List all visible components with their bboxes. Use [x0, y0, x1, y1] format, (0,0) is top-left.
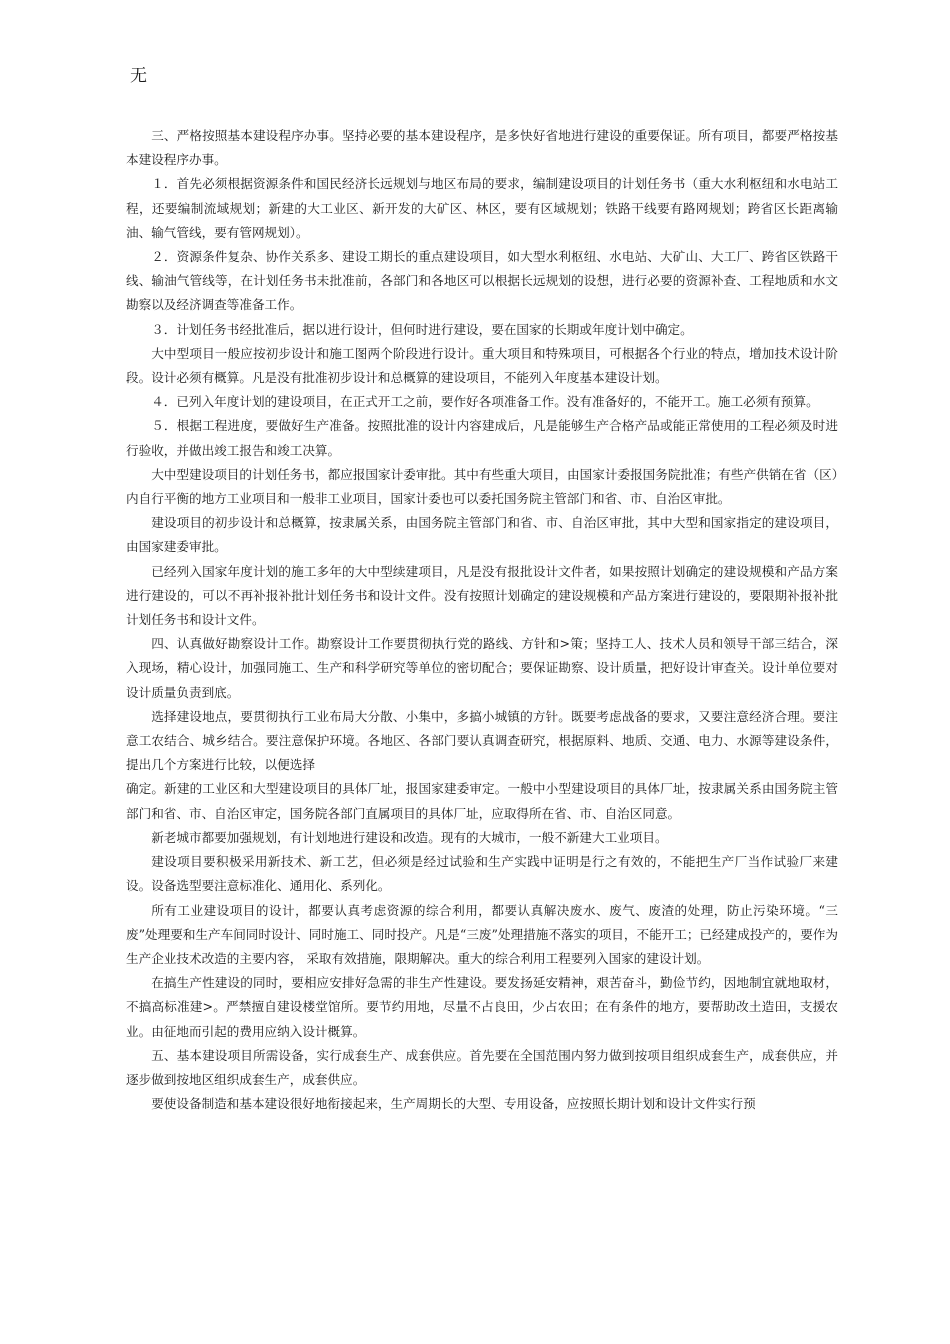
- paragraph: 新老城市都要加强规划，有计划地进行建设和改造。现有的大城市，一般不新建大工业项目。: [151, 829, 668, 845]
- paragraph: 所有工业建设项目的设计，都要认真考虑资源的综合利用，都要认真解决废水、废气、废渣的处理，防止污染环境。“三废”处理要和生产车间同时设计、同时施工、同时投产。凡是“三废”处理措施不落实的项目，不能开工；已经建成投产的，要作为生产企业技术改造的主要内容， 采取有效措施，限期解决。重大的综合利用工程要列入国家的建设计划。: [126, 902, 838, 966]
- paragraph: 已经列入国家年度计划的施工多年的大中型续建项目，凡是没有报批设计文件者，如果按照计划确定的建设规模和产品方案进行建设的，可以不再补报补批计划任务书和设计文件。没有按照计划确定的建设规模和产品方案进行建设的，要限期补报补批计划任务书和设计文件。: [126, 563, 838, 628]
- paragraph: ３．计划任务书经批准后，据以进行设计，但何时进行建设，要在国家的长期或年度计划中确定。: [151, 321, 693, 337]
- paragraph: 建设项目的初步设计和总概算，按隶属关系，由国务院主管部门和省、市、自治区审批，其中大型和国家指定的建设项目，由国家建委审批。: [126, 515, 838, 555]
- paragraph: 四、认真做好勘察设计工作。勘察设计工作要贯彻执行党的路线、方针和>策；坚持工人、技术人员和领导干部三结合，深入现场，精心设计，加强同施工、生产和科学研究等单位的密切配合；要保证勘察、设计质量，把好设计审查关。设计单位要对设计质量负责到底。: [126, 636, 838, 700]
- paragraph: 五、基本建设项目所需设备，实行成套生产、成套供应。首先要在全国范围内努力做到按项目组织成套生产，成套供应，并逐步做到按地区组织成套生产，成套供应。: [126, 1047, 838, 1087]
- paragraph: ４．已列入年度计划的建设项目，在正式开工之前，要作好各项准备工作。没有准备好的，不能开工。施工必须有预算。: [151, 394, 819, 410]
- paragraph: 要使设备制造和基本建设很好地衔接起来，生产周期长的大型、专用设备，应按照长期计划和设计文件实行预: [151, 1096, 756, 1112]
- document-body: [126, 124, 838, 1116]
- paragraph-continuation: 确定。新建的工业区和大型建设项目的具体厂址，报国家建委审定。一般中小型建设项目的具体厂址，按隶属关系由国务院主管部门和省、市、自治区审定，国务院各部门直属项目的具体厂址，应取得所在省、市、自治区同意。: [126, 781, 838, 821]
- paragraph: １．首先必须根据资源条件和国民经济长远规划与地区布局的要求，编制建设项目的计划任务书（重大水利枢纽和水电站工程，还要编制流域规划；新建的大工业区、新开发的大矿区、林区，要有区域规划；铁路干线要有路网规划；跨省区长距离输油、输气管线，要有管网规划）。: [126, 176, 838, 240]
- paragraph: 大中型项目一般应按初步设计和施工图两个阶段进行设计。重大项目和特殊项目，可根据各个行业的特点，增加技术设计阶段。设计必须有概算。凡是没有批准初步设计和总概算的建设项目，不能列入年度基本建设计划。: [126, 345, 838, 386]
- paragraph: 在搞生产性建设的同时，要相应安排好急需的非生产性建设。要发扬延安精神，艰苦奋斗，勤俭节约，因地制宜就地取材，不搞高标准建>。严禁擅自建设楼堂馆所。要节约用地，尽量不占良田，少占农田；在有条件的地方，要帮助改土造田，支援农业。由征地而引起的费用应纳入设计概算。: [126, 975, 838, 1039]
- paragraph: ５．根据工程进度，要做好生产准备。按照批准的设计内容建成后，凡是能够生产合格产品或能正常使用的工程必须及时进行验收，并做出竣工报告和竣工决算。: [126, 418, 838, 458]
- header-mark: 无: [130, 66, 147, 86]
- paragraph: 大中型建设项目的计划任务书，都应报国家计委审批。其中有些重大项目，由国家计委报国务院批准；有些产供销在省（区）内自行平衡的地方工业项目和一般非工业项目，国家计委也可以委托国务院主管部门和省、市、自治区审批。: [126, 466, 838, 507]
- paragraph: ２．资源条件复杂、协作关系多、建设工期长的重点建设项目，如大型水利枢纽、水电站、大矿山、大工厂、跨省区铁路干线、输油气管线等，在计划任务书未批准前，各部门和各地区可以根据长远规划的设想，进行必要的资源补查、工程地质和水文勘察以及经济调查等准备工作。: [126, 249, 838, 313]
- paragraph: 三、严格按照基本建设程序办事。坚持必要的基本建设程序，是多快好省地进行建设的重要保证。所有项目，都要严格按基本建设程序办事。: [126, 128, 838, 168]
- paragraph: 选择建设地点，要贯彻执行工业布局大分散、小集中，多搞小城镇的方针。既要考虑战备的要求，又要注意经济合理。要注意工农结合、城乡结合。要注意保护环境。各地区、各部门要认真调查研究，根据原料、地质、交通、电力、水源等建设条件，提出几个方案进行比较，以便选择: [126, 708, 838, 773]
- paragraph: 建设项目要积极采用新技术、新工艺，但必须是经过试验和生产实践中证明是行之有效的，不能把生产厂当作试验厂来建设。设备选型要注意标准化、通用化、系列化。: [126, 854, 838, 894]
